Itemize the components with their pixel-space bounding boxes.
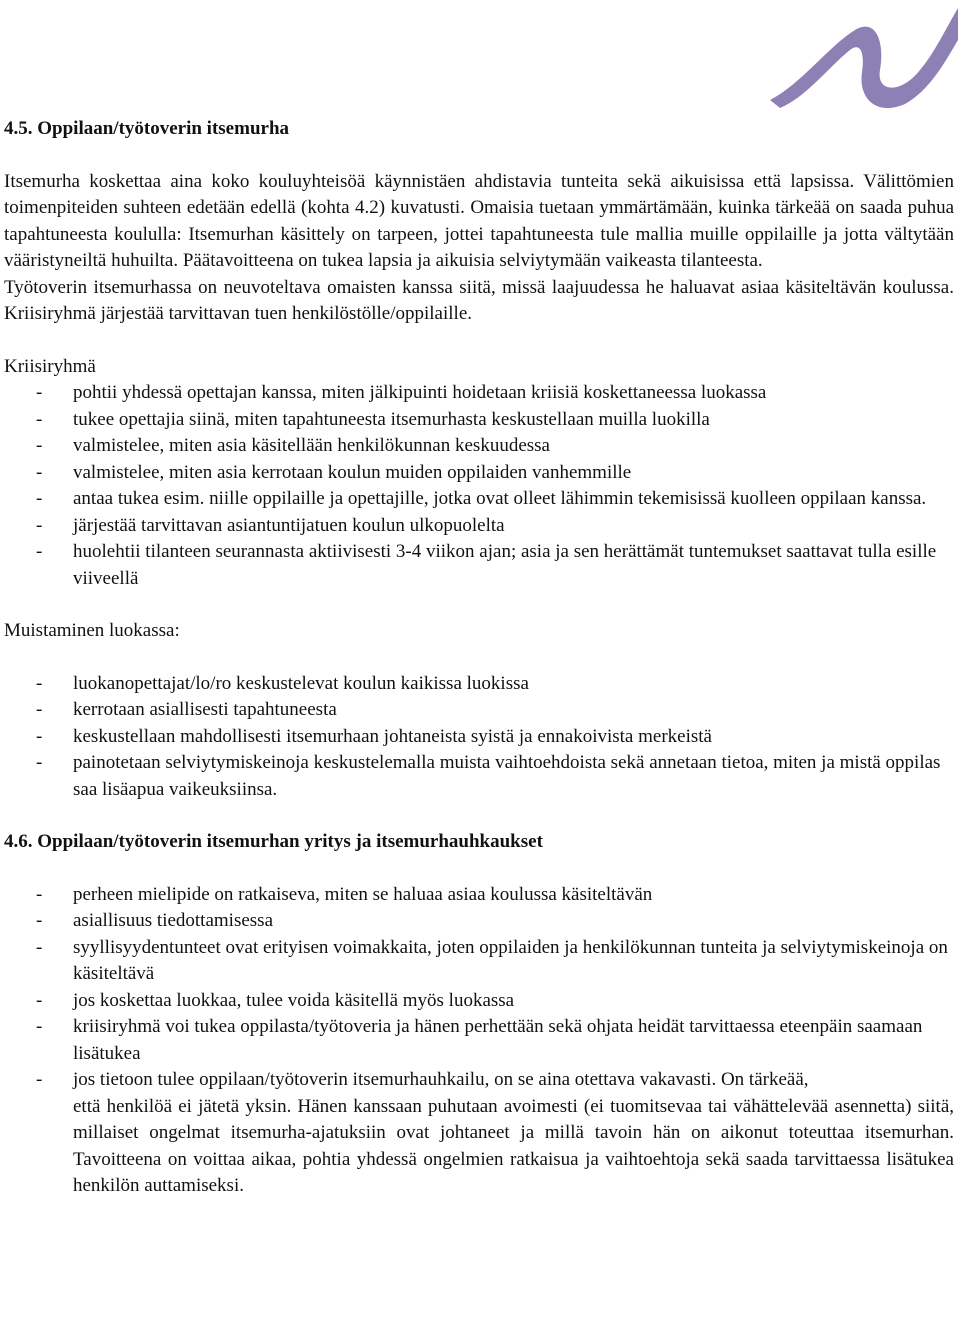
list-item: - kriisiryhmä voi tukea oppilasta/työtoveria ja hänen perhettään sekä ohjata heidät tarvittaessa eteenpäin saamaan lisätukea — [36, 1016, 923, 1064]
crisis-group-list — [4, 380, 954, 592]
logo-swoosh — [770, 8, 958, 108]
coworker-paragraph: Työtoverin itsemurhassa on neuvoteltava omaisten kanssa siitä, missä laajuudessa he haluavat asiaa käsiteltävän koulussa. Kriisiryhmä järjestää tarvittavan tuen henkilöstölle/oppilaille. — [4, 276, 954, 324]
list-item: - painotetaan selviytymiskeinoja keskustelemalla muista vaihtoehdoista sekä annetaan tietoa, miten ja mistä oppilas saa lisäapua vaikeuksiinsa. — [36, 752, 941, 800]
list-item: - pohtii yhdessä opettajan kanssa, miten jälkipuinti hoidetaan kriisiä koskettaneessa luokassa — [36, 382, 767, 403]
section-heading-4-5: 4.5. Oppilaan/työtoverin itsemurha — [4, 118, 290, 139]
purple-swoosh-logo-icon — [760, 0, 960, 108]
list-item: - antaa tukea esim. niille oppilaille ja opettajille, jotka ovat olleet lähimmin tekemisissä kuolleen oppilaan kanssa. — [36, 488, 927, 509]
list-item: - järjestää tarvittavan asiantuntijatuen koulun ulkopuolelta — [36, 514, 505, 536]
list-item: - keskustellaan mahdollisesti itsemurhaan johtaneista syistä ja ennakoivista merkeistä — [36, 725, 712, 747]
list-item: - kerrotaan asiallisesti tapahtuneesta — [36, 699, 337, 720]
list-item: - jos koskettaa luokkaa, tulee voida käsitellä myös luokassa — [36, 989, 515, 1011]
list-item: - luokanopettajat/lo/ro keskustelevat koulun kaikissa luokissa — [36, 672, 529, 694]
list-item: - jos tietoon tulee oppilaan/työtoverin itsemurhauhkailu, on se aina otettava vakavasti. On tärkeää, — [36, 1069, 809, 1090]
list-item: - valmistelee, miten asia kerrotaan koulun muiden oppilaiden vanhemmille — [36, 461, 632, 483]
continuation-paragraph: että henkilöä ei jätetä yksin. Hänen kanssaan puhutaan avoimesti (ei tuomitsevaa tai vähättelevää asennetta) siitä, millaiset ongelmat itsemurha-ajatuksiin ovat johtaneet ja millä tavoin hän on aikonut toteuttaa itsemurhan. Tavoitteena on voittaa aikaa, pohtia yhdessä ongelmien ratkaisua ja vaihtoehtoja sekä saada tarvittaessa lisätukea henkilön auttamiseksi. — [73, 1095, 954, 1196]
list-item: - valmistelee, miten asia käsitellään henkilökunnan keskuudessa — [36, 435, 550, 456]
intro-paragraph: Itsemurha koskettaa aina koko kouluyhteisöä käynnistäen ahdistavia tunteita sekä aikuisissa että lapsissa. Välittömien toimenpiteiden suhteen edetään edellä (kohta 4.2) kuvatusti. Omaisia tuetaan ymmärtämään, kuinka tärkeää on saada puhua tapahtuneesta koululla: Itsemurhan käsittely on tarpeen, jottei tapahtuneesta tule mallia muille oppilaille ja jotta vältytään vääristyneiltä huhuilta. Päätavoitteena on tukea lapsia ja aikuisia selviytymään vaikeasta tilanteesta. — [4, 170, 954, 271]
memorial-list — [4, 671, 954, 804]
attempt-list — [4, 882, 954, 1094]
list-item: - syyllisyydentunteet ovat erityisen voimakkaita, joten oppilaiden ja henkilökunnan tunteita ja selviytymiskeinoja on käsiteltävä — [36, 936, 948, 984]
document-content — [4, 116, 954, 1200]
list-item: - tukee opettajia siinä, miten tapahtuneesta itsemurhasta keskustellaan muilla luokilla — [36, 408, 710, 430]
memorial-label: Muistaminen luokassa: — [4, 620, 180, 641]
section-heading-4-6: 4.6. Oppilaan/työtoverin itsemurhan yritys ja itsemurhauhkaukset — [4, 831, 543, 852]
list-item: - asiallisuus tiedottamisessa — [36, 910, 274, 931]
list-item: - perheen mielipide on ratkaiseva, miten se haluaa asiaa koulussa käsiteltävän — [36, 883, 653, 905]
crisis-group-label: Kriisiryhmä — [4, 355, 96, 377]
list-item: - huolehtii tilanteen seurannasta aktiivisesti 3-4 viikon ajan; asia ja sen herättämät tuntemukset saattavat tulla esille viiveellä — [36, 541, 937, 589]
